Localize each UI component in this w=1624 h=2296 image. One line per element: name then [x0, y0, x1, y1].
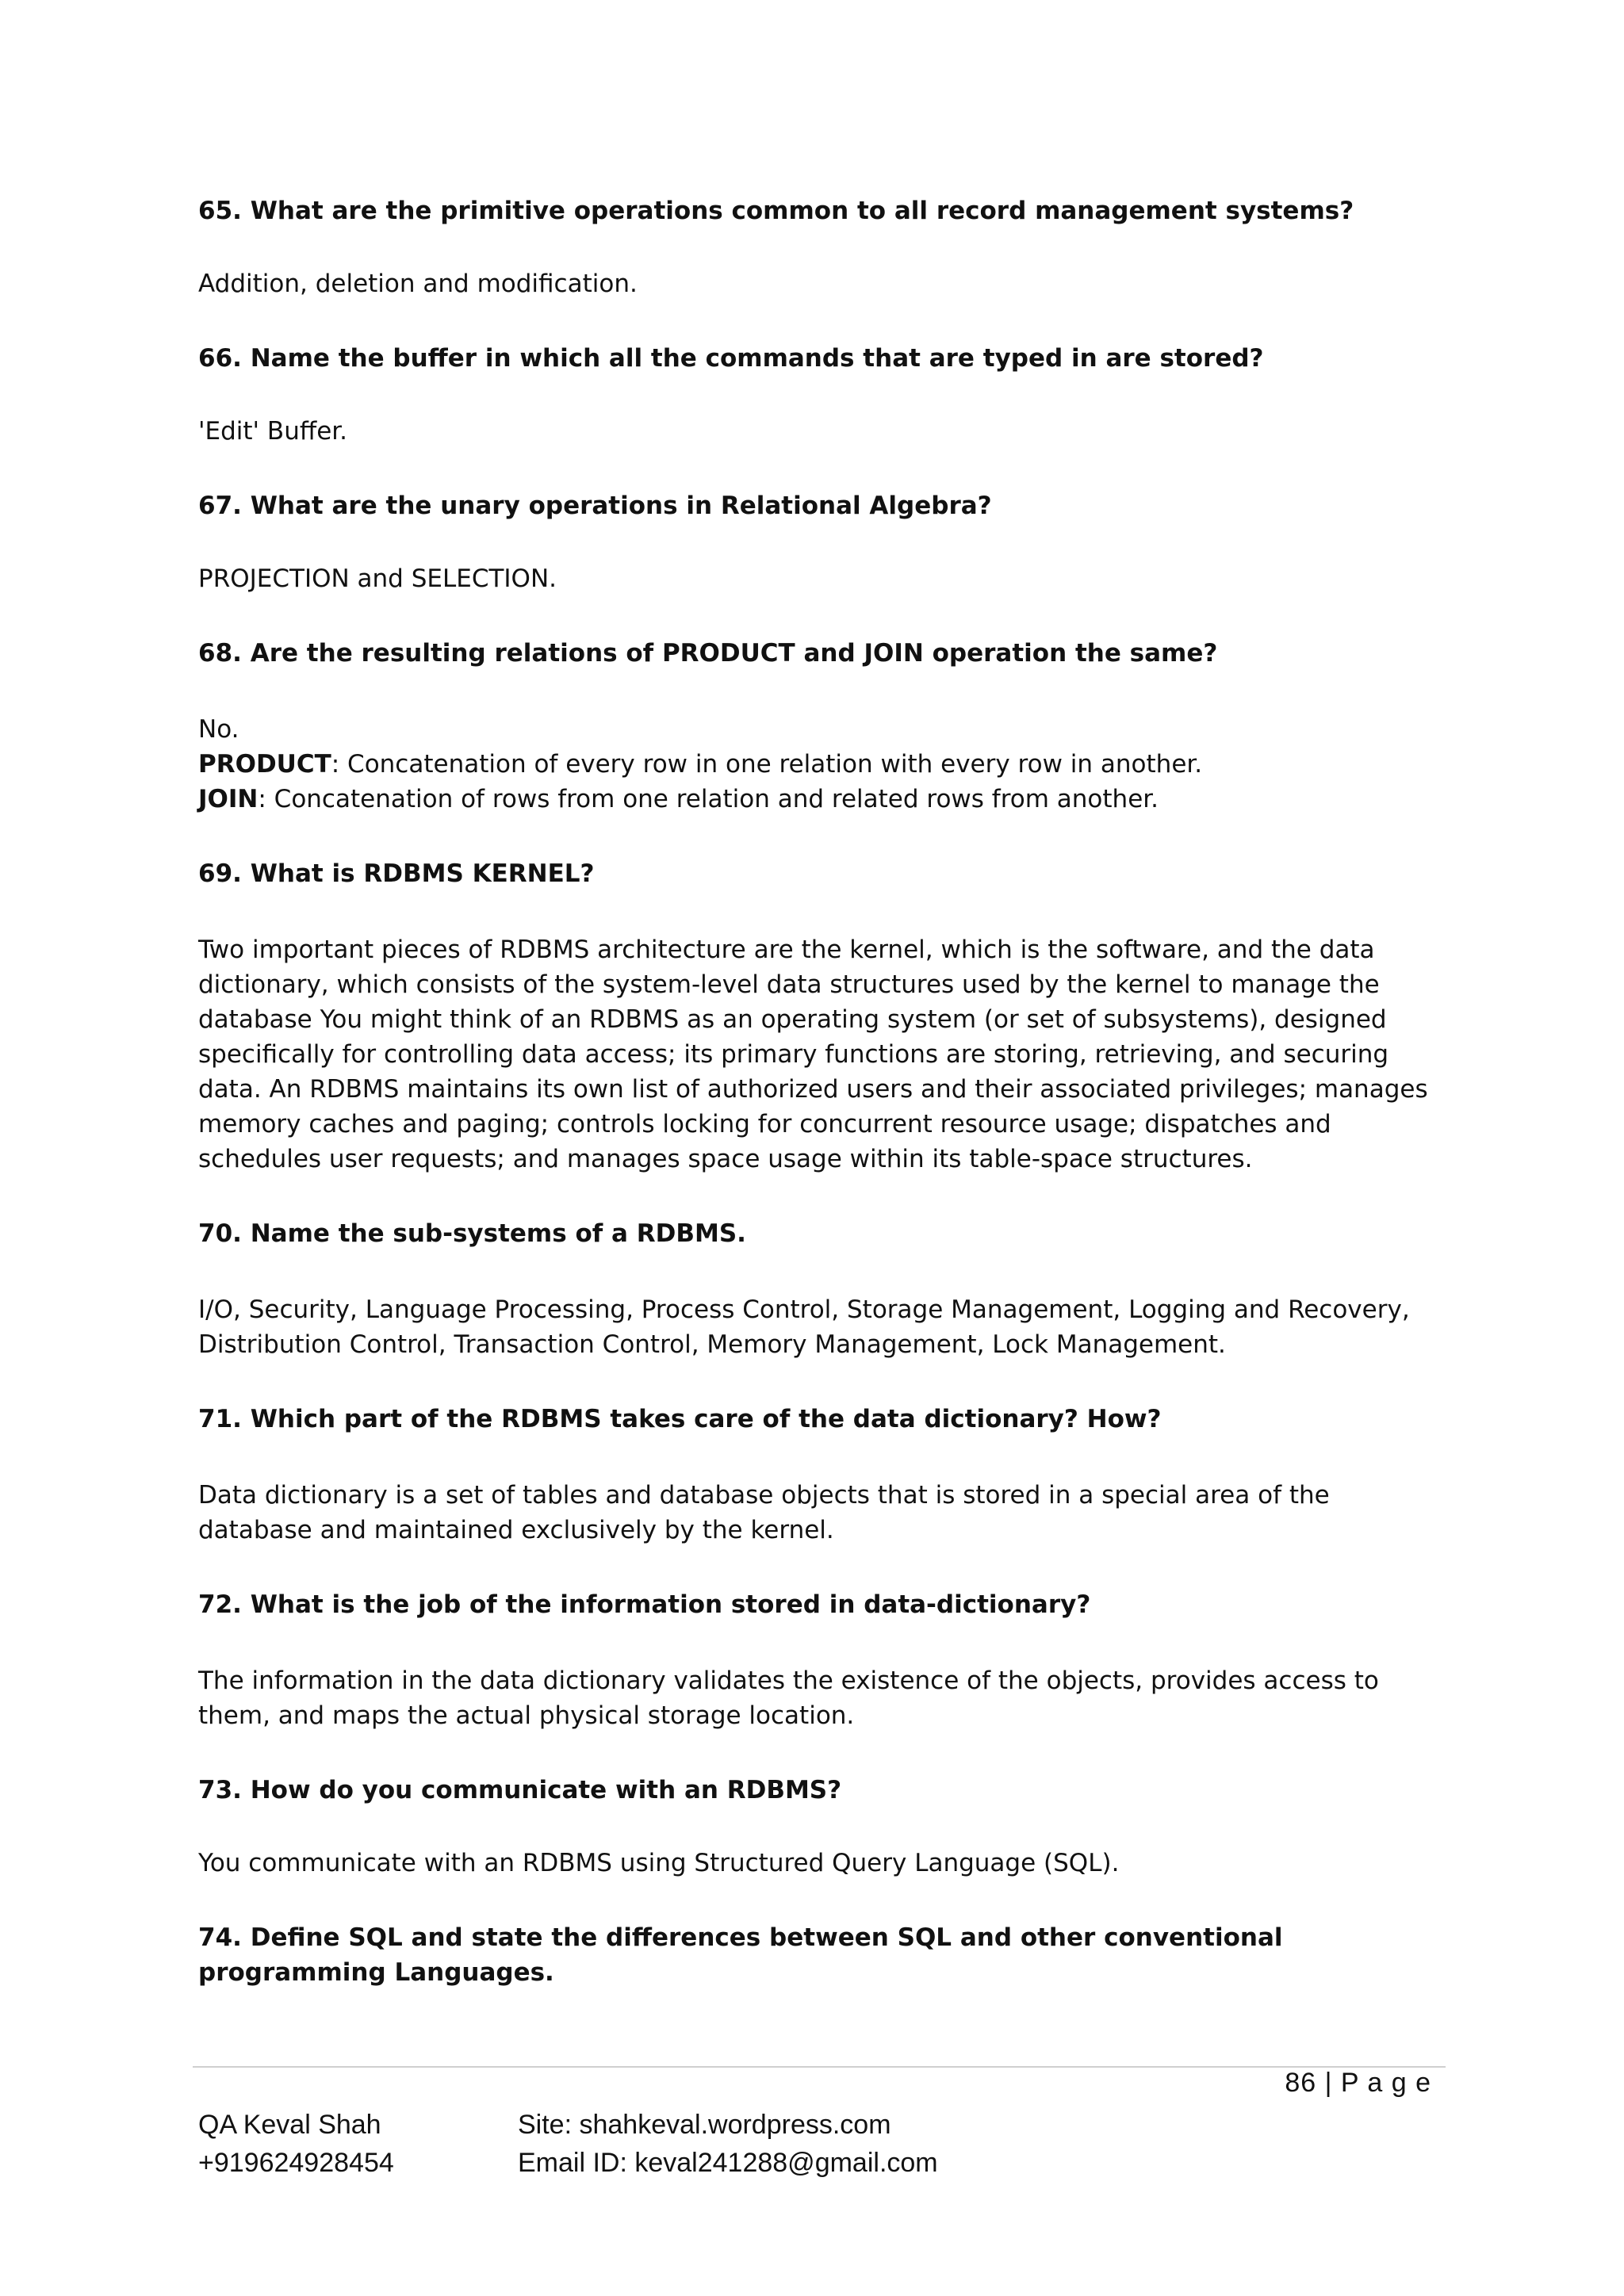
answer-65: Addition, deletion and modification.	[198, 270, 638, 298]
question-73: 73. How do you communicate with an RDBMS?	[198, 1776, 842, 1804]
answer-72: The information in the data dictionary validates the existence of the objects, provides access to them, and maps the actual physical storage location.	[198, 1667, 1379, 1730]
question-69: 69. What is RDBMS KERNEL?	[198, 859, 595, 888]
answer-69: Two important pieces of RDBMS architecture are the kernel, which is the software, and the data dictionary, which consists of the system-level data structures used by the kernel to manage the database You might think of an RDBMS as an operating system (or set of subsystems), designed specifically for controlling data access; its primary functions are storing, retrieving, and securing data. An RDBMS maintains its own list of authorized users and their associated privileges; manages memory caches and paging; controls locking for concurrent resource usage; dispatches and schedules user requests; and manages space usage within its table-space structures.	[198, 936, 1428, 1173]
question-71: 71. Which part of the RDBMS takes care of the data dictionary? How?	[198, 1405, 1162, 1433]
answer-71: Data dictionary is a set of tables and database objects that is stored in a special area of the database and maintained exclusively by the kernel.	[198, 1481, 1330, 1544]
question-67: 67. What are the unary operations in Relational Algebra?	[198, 492, 992, 520]
answer-70: I/O, Security, Language Processing, Process Control, Storage Management, Logging and Recovery, Distribution Control, Transaction Control, Memory Management, Lock Management.	[198, 1295, 1410, 1359]
join-term: JOIN	[198, 785, 259, 813]
page-number: 86 | P a g e	[1285, 2068, 1431, 2098]
question-66: 66. Name the buffer in which all the commands that are typed in are stored?	[198, 344, 1264, 373]
question-74: 74. Define SQL and state the differences between SQL and other conventional programming Languages.	[198, 1923, 1283, 1987]
question-65: 65. What are the primitive operations common to all record management systems?	[198, 197, 1354, 225]
answer-73: You communicate with an RDBMS using Structured Query Language (SQL).	[198, 1849, 1120, 1877]
document-body	[198, 193, 1443, 1990]
answer-68-product	[198, 747, 1443, 782]
footer-links	[518, 2106, 938, 2182]
question-68: 68. Are the resulting relations of PRODUCT and JOIN operation the same?	[198, 639, 1218, 668]
join-definition: : Concatenation of rows from one relation and related rows from another.	[258, 785, 1159, 813]
product-term: PRODUCT	[198, 750, 331, 779]
footer-name: QA Keval Shah	[198, 2110, 381, 2140]
answer-68-join	[198, 782, 1443, 817]
answer-67: PROJECTION and SELECTION.	[198, 564, 557, 593]
footer-email: Email ID: keval241288@gmail.com	[518, 2148, 938, 2178]
question-72: 72. What is the job of the information stored in data-dictionary?	[198, 1590, 1091, 1619]
question-70: 70. Name the sub-systems of a RDBMS.	[198, 1219, 746, 1248]
answer-68-no: No.	[198, 715, 239, 744]
footer-divider	[193, 2066, 1446, 2068]
product-definition: : Concatenation of every row in one relation with every row in another.	[331, 750, 1203, 779]
answer-66: 'Edit' Buffer.	[198, 417, 348, 446]
footer-phone: +919624928454	[198, 2148, 394, 2178]
footer-contact	[198, 2106, 394, 2182]
footer-site: Site: shahkeval.wordpress.com	[518, 2110, 891, 2140]
